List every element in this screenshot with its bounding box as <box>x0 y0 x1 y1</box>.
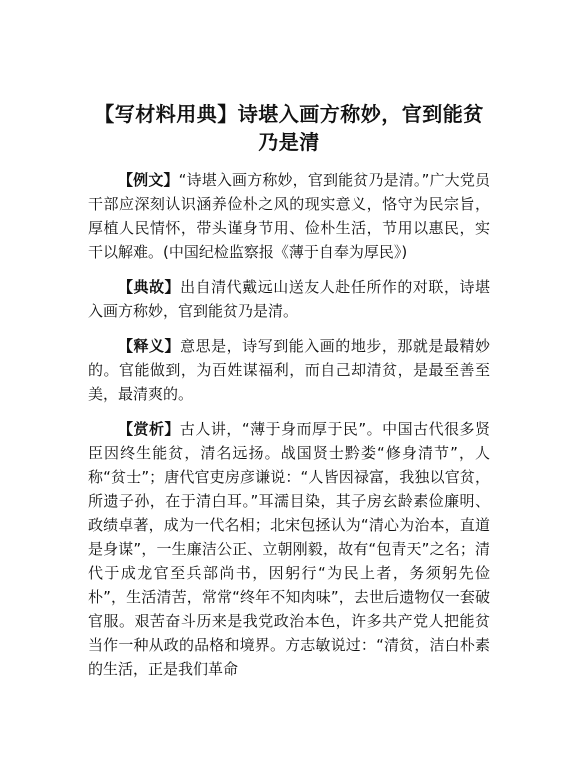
paragraph-text-appreciation: 古人讲，“薄于身而厚于民”。中国古代很多贤臣因终生能贫，清名远扬。战国贤士黔娄“修身清节”，人称“贫士”；唐代官吏房彦谦说：“人皆因禄富，我独以官贫，所遗子孙，在于清白耳。”耳濡目染，其子房玄龄素俭廉明、政绩卓著，成为一代名相；北宋包拯认为“清心为治本，直道是身谋”，一生廉洁公正、立朝刚毅，故有“包青天”之名；清代于成龙官至兵部尚书，因躬行“为民上者，务须躬先俭朴”，生活清苦，常常“终年不知肉味”，去世后遗物仅一套破官服。艰苦奋斗历来是我党政治本色，许多共产党人把能贫当作一种从政的品格和境界。方志敏说过：“清贫，洁白朴素的生活，正是我们革命 <box>88 420 490 678</box>
paragraph-text-interpretation: 意思是，诗写到能入画的地步，那就是最精妙的。官能做到，为百姓谋福利，而自己却清贫，是最至善至美，最清爽的。 <box>88 337 490 403</box>
paragraph-tag-interpretation: 【释义】 <box>118 337 181 355</box>
paragraph-interpretation <box>88 334 490 406</box>
paragraph-appreciation <box>88 417 490 681</box>
paragraph-text-allusion: 出自清代戴远山送友人赴任所作的对联，诗堪入画方称妙，官到能贫乃是清。 <box>88 278 490 320</box>
paragraph-tag-allusion: 【典故】 <box>118 278 181 296</box>
paragraph-tag-appreciation: 【赏析】 <box>118 420 180 438</box>
document-title: 【写材料用典】诗堪入画方称妙，官到能贫乃是清 <box>94 102 484 154</box>
paragraph-tag-example: 【例文】 <box>118 171 179 189</box>
paragraph-example <box>88 168 490 264</box>
paragraph-allusion <box>88 275 490 323</box>
paragraph-text-example: “诗堪入画方称妙，官到能贫乃是清。”广大党员干部应深刻认识涵养俭朴之风的现实意义，恪守为民宗旨，厚植人民情怀，带头谨身节用、俭朴生活，节用以惠民，实干以解难。(中国纪检监察报《薄于自奉为厚民》) <box>88 171 490 261</box>
